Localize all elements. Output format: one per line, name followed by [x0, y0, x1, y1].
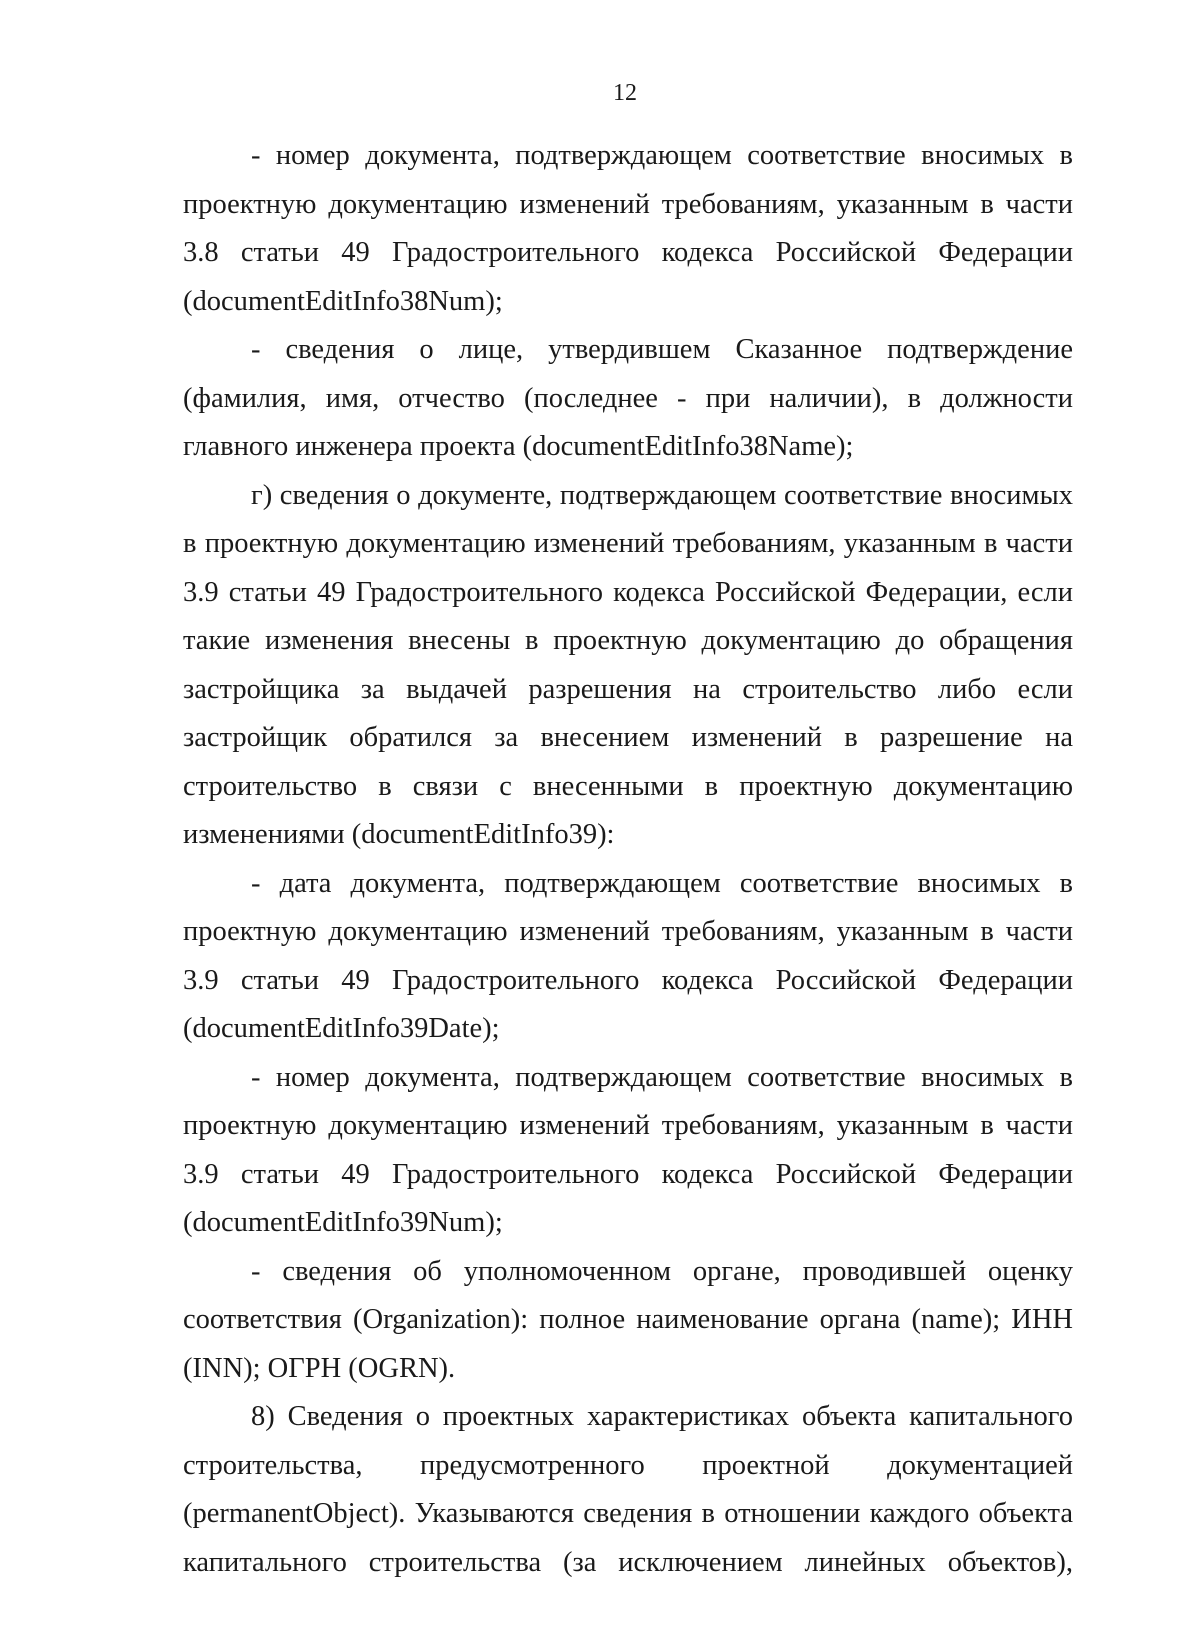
paragraph-document-date-3-9: - дата документа, подтверждающем соответствие вносимых в проектную документацию изменений требованиям, указанным в части 3.9 статьи 49 Градостроительного кодекса Российской Федерации (documentEditInfo39Date);: [183, 867, 1073, 1044]
paragraph-permanent-object: 8) Сведения о проектных характеристиках объекта капитального строительства, предусмотренного проектной документацией (permanentObject). Указываются сведения в отношении каждого объекта капитального строительства (за исключением линейных объектов),: [183, 1401, 1073, 1578]
paragraph-document-number-3-8: - номер документа, подтверждающем соответствие вносимых в проектную документацию изменений требованиям, указанным в части 3.8 статьи 49 Градостроительного кодекса Российской Федерации (documentEditInfo38Num);: [183, 140, 1073, 317]
paragraph-approver-info: - сведения о лице, утвердившем Сказанное подтверждение (фамилия, имя, отчество (последнее - при наличии), в должности главного инженера проекта (documentEditInfo38Name);: [183, 334, 1073, 462]
paragraph-authorized-organization: - сведения об уполномоченном органе, проводившей оценку соответствия (Organization): полное наименование органа (name); ИНН (INN); ОГРН (OGRN).: [183, 1255, 1073, 1384]
paragraph-document-info-3-9: г) сведения о документе, подтверждающем соответствие вносимых в проектную документацию изменений требованиям, указанным в части 3.9 статьи 49 Градостроительного кодекса Российской Федерации, если такие изменения внесены в проектную документацию до обращения застройщика за выдачей разрешения на строительство либо если застройщик обратился за внесением изменений в разрешение на строительство в связи с внесенными в проектную документацию изменениями (documentEditInfo39):: [183, 479, 1073, 850]
page-number: 12: [613, 80, 637, 106]
document-body: [183, 132, 1073, 1587]
paragraph-document-number-3-9: - номер документа, подтверждающем соответствие вносимых в проектную документацию изменений требованиям, указанным в части 3.9 статьи 49 Градостроительного кодекса Российской Федерации (documentEditInfo39Num);: [183, 1061, 1073, 1238]
